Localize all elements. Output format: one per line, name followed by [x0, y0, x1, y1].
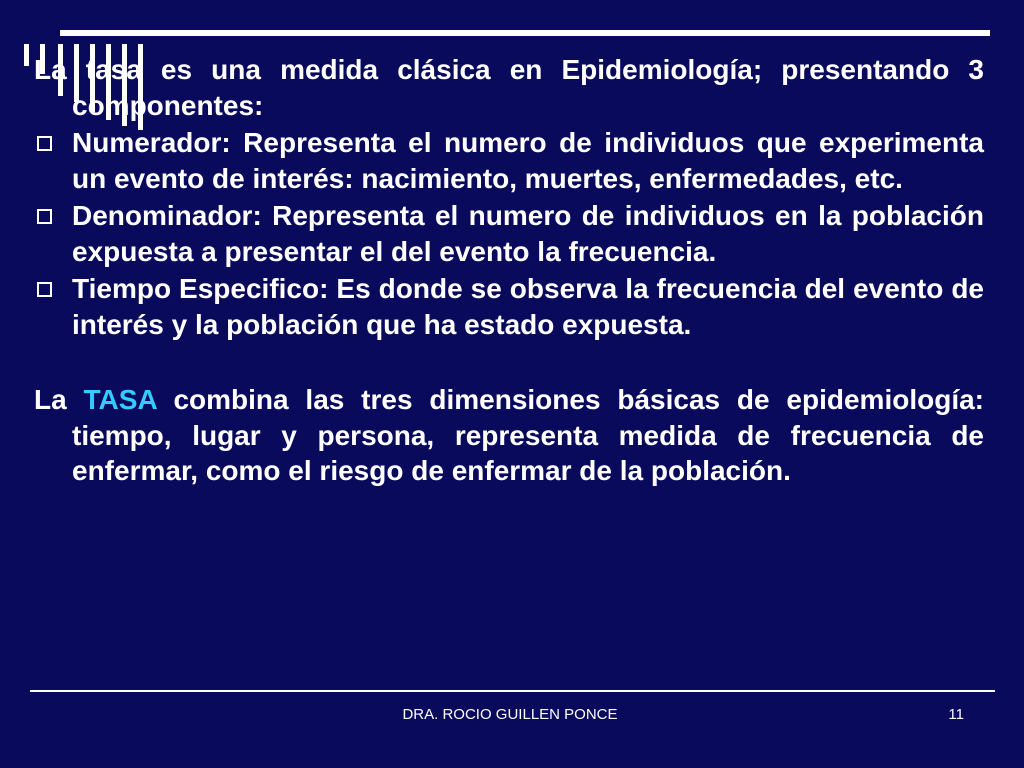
bullet-text: Tiempo Especifico: Es donde se observa la frecuencia del evento de interés y la población que ha estado expuesta.	[72, 273, 984, 340]
closing-lead: La	[34, 384, 84, 415]
decorative-bar	[24, 44, 29, 66]
spacer	[34, 342, 984, 382]
slide-body	[34, 52, 984, 489]
square-bullet-icon	[37, 282, 52, 297]
closing-rest: combina las tres dimensiones básicas de epidemiología: tiempo, lugar y persona, representa medida de frecuencia de enfermar, como el riesgo de enfermar de la población.	[72, 384, 984, 486]
closing-paragraph	[34, 382, 984, 489]
bullet-item-tiempo	[34, 271, 984, 342]
bullet-text: Denominador: Representa el numero de individuos en la población expuesta a presentar el del evento la frecuencia.	[72, 200, 984, 267]
bullet-item-numerador	[34, 125, 984, 196]
footer-rule	[30, 690, 995, 692]
page-number: 11	[948, 706, 964, 723]
bullet-item-denominador	[34, 198, 984, 269]
square-bullet-icon	[37, 209, 52, 224]
tasa-highlight: TASA	[83, 384, 157, 415]
footer-author: DRA. ROCIO GUILLEN PONCE	[402, 706, 618, 723]
intro-paragraph: La tasa es una medida clásica en Epidemiología; presentando 3 componentes:	[34, 54, 984, 121]
top-rule	[60, 30, 990, 36]
bullet-text: Numerador: Representa el numero de individuos que experimenta un evento de interés: nacimiento, muertes, enfermedades, etc.	[72, 127, 984, 194]
square-bullet-icon	[37, 136, 52, 151]
